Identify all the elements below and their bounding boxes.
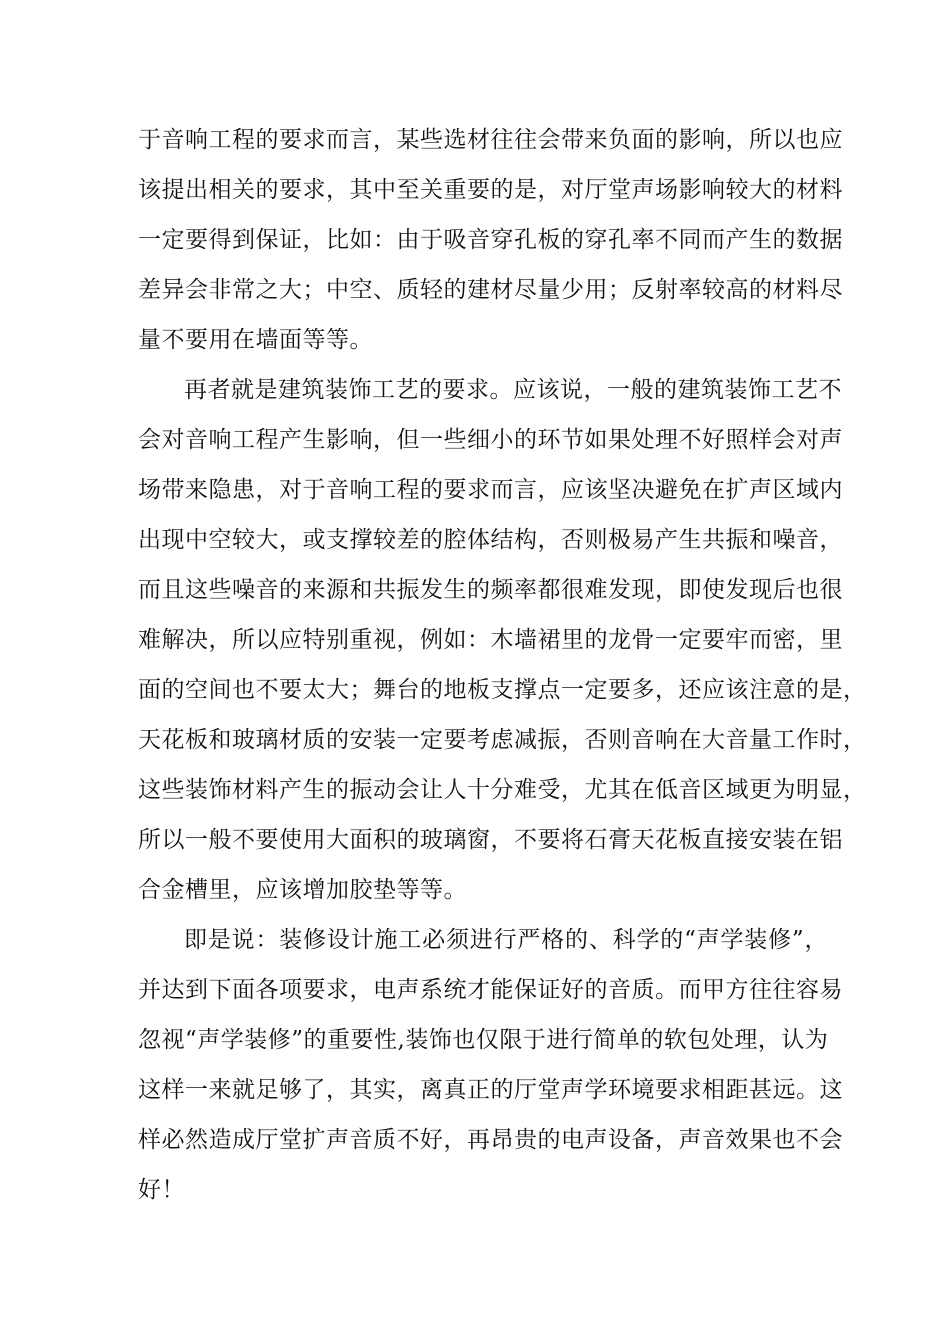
paragraph-2-line-1: 再者就是建筑装饰工艺的要求。应该说，一般的建筑装饰工艺不 — [184, 377, 842, 403]
paragraph-3 — [138, 915, 843, 1215]
paragraph-2-line-11: 合金槽里，应该增加胶垫等等。 — [138, 877, 467, 903]
paragraph-2-line-3: 场带来隐患，对于音响工程的要求而言，应该坚决避免在扩声区域内 — [138, 477, 843, 503]
paragraph-1-line-5: 量不要用在墙面等等。 — [138, 327, 373, 353]
paragraph-2 — [138, 365, 867, 915]
paragraph-2-line-8: 天花板和玻璃材质的安装一定要考虑减振，否则音响在大音量工作时， — [138, 727, 867, 753]
paragraph-2-line-7: 面的空间也不要太大；舞台的地板支撑点一定要多，还应该注意的是， — [138, 677, 867, 703]
paragraph-1-line-2: 该提出相关的要求，其中至关重要的是，对厅堂声场影响较大的材料 — [138, 177, 843, 203]
paragraph-2-line-5: 而且这些噪音的来源和共振发生的频率都很难发现，即使发现后也很 — [138, 577, 843, 603]
paragraph-1-line-3: 一定要得到保证，比如：由于吸音穿孔板的穿孔率不同而产生的数据 — [138, 227, 843, 253]
paragraph-2-line-10: 所以一般不要使用大面积的玻璃窗，不要将石膏天花板直接安装在铝 — [138, 827, 843, 853]
paragraph-3-line-3: 忽视“声学装修”的重要性,装饰也仅限于进行简单的软包处理，认为 — [138, 1027, 829, 1053]
paragraph-3-line-5: 样必然造成厅堂扩声音质不好，再昂贵的电声设备，声音效果也不会 — [138, 1127, 843, 1153]
paragraph-2-line-9: 这些装饰材料产生的振动会让人十分难受，尤其在低音区域更为明显， — [138, 777, 867, 803]
paragraph-3-line-4: 这样一来就足够了，其实，离真正的厅堂声学环境要求相距甚远。这 — [138, 1077, 843, 1103]
paragraph-3-line-6: 好！ — [138, 1177, 185, 1203]
paragraph-2-line-4: 出现中空较大，或支撑较差的腔体结构，否则极易产生共振和噪音， — [138, 527, 843, 553]
paragraph-3-line-2: 并达到下面各项要求，电声系统才能保证好的音质。而甲方往往容易 — [138, 977, 843, 1003]
paragraph-3-line-1: 即是说：装修设计施工必须进行严格的、科学的“声学装修”， — [184, 927, 828, 953]
paragraph-2-line-2: 会对音响工程产生影响，但一些细小的环节如果处理不好照样会对声 — [138, 427, 843, 453]
paragraph-1-line-4: 差异会非常之大；中空、质轻的建材尽量少用；反射率较高的材料尽 — [138, 277, 843, 303]
paragraph-2-line-6: 难解决，所以应特别重视，例如：木墙裙里的龙骨一定要牢而密，里 — [138, 627, 843, 653]
paragraph-1-line-1: 于音响工程的要求而言，某些选材往往会带来负面的影响，所以也应 — [138, 127, 843, 153]
paragraph-1 — [138, 115, 843, 365]
